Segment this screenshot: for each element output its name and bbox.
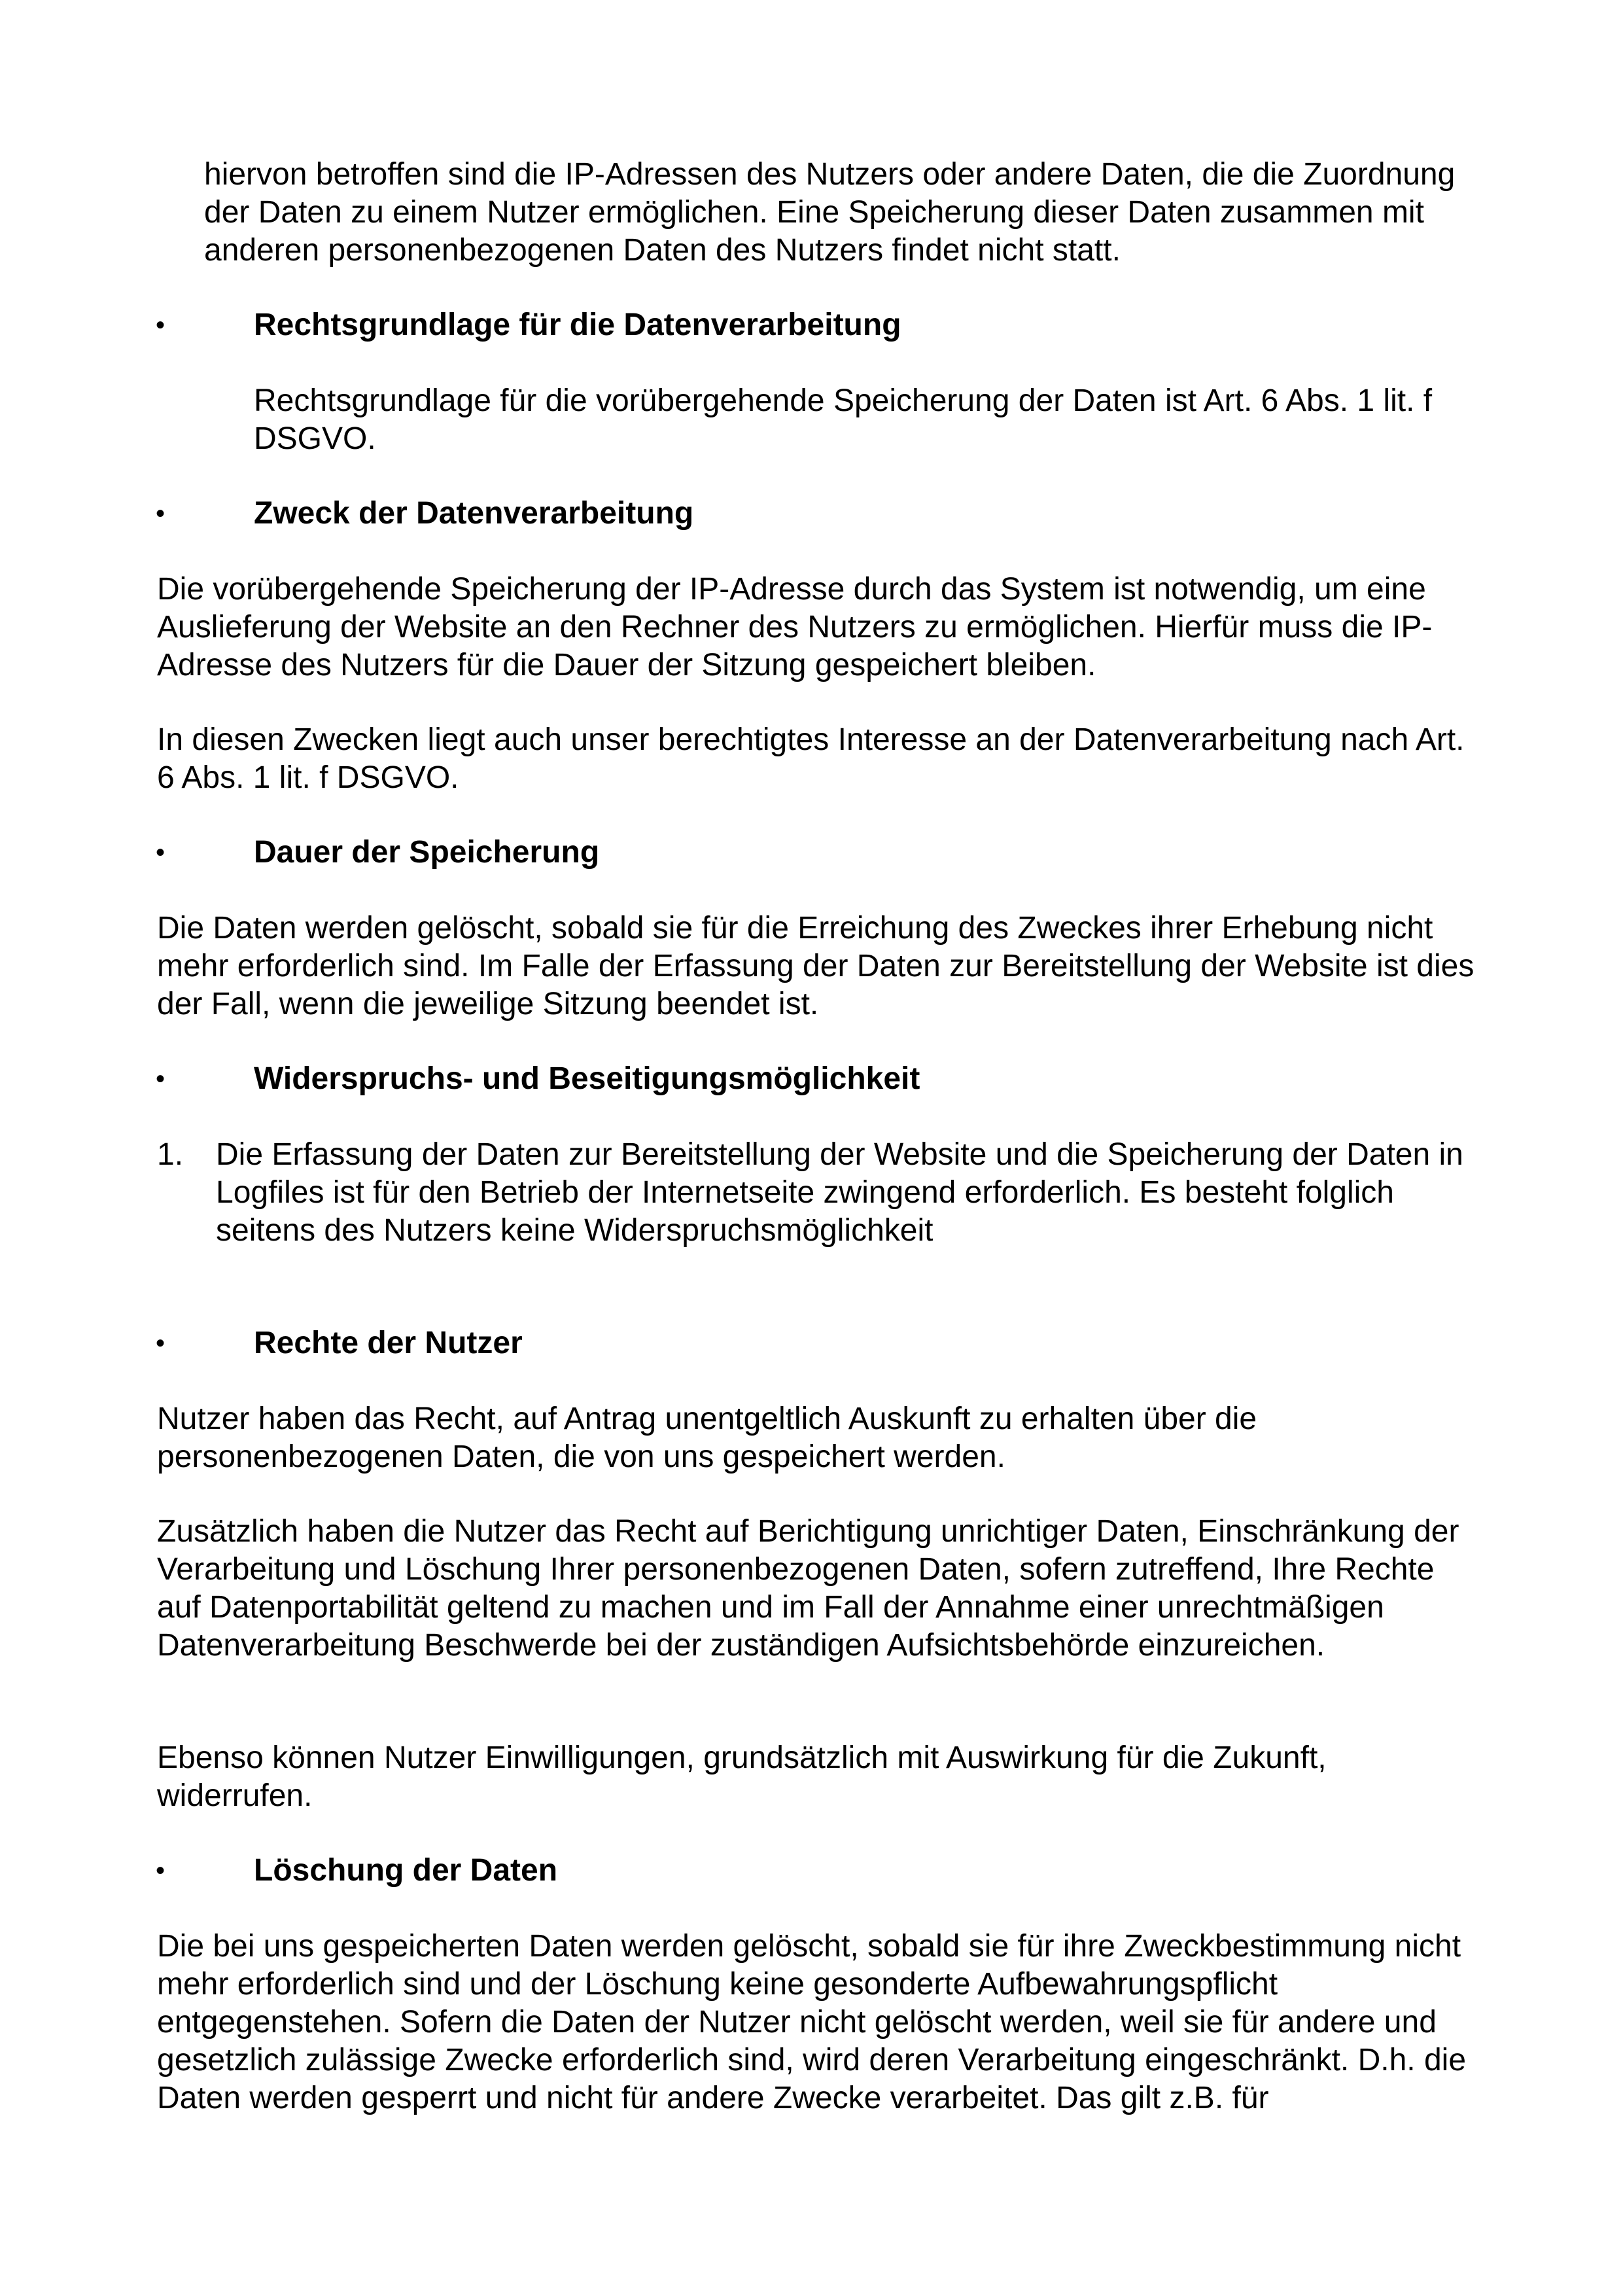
bullet-icon: • [156,838,166,867]
heading-text: Löschung der Daten [254,1853,558,1888]
rechte-paragraph-2: Zusätzlich haben die Nutzer das Recht auf Berichtigung unrichtiger Daten, Einschränkung der Verarbeitung und Löschung Ihrer personenbezogenen Daten, sofern zutreffend, Ihre Rechte auf Datenportabilität geltend zu machen und im Fall der Annahme einer unrechtmäßigen Datenverarbeitung Beschwerde bei der zuständigen Aufsichtsbehörde einzureichen. [157,1514,1459,1663]
rechte-paragraph-1: Nutzer haben das Recht, auf Antrag unentgeltlich Auskunft zu erhalten über die personenbezogenen Daten, die von uns gespeichert werden. [157,1402,1257,1474]
heading-text: Rechte der Nutzer [254,1326,523,1360]
heading-text: Zweck der Datenverarbeitung [254,496,694,531]
bullet-icon: • [156,1856,166,1885]
heading-text: Widerspruchs- und Beseitigungsmöglichkeit [254,1061,920,1096]
zweck-paragraph-2: In diesen Zwecken liegt auch unser berechtigtes Interesse an der Datenverarbeitung nach Art. 6 Abs. 1 lit. f DSGVO. [157,722,1465,795]
bullet-icon: • [156,499,166,528]
list-item-text: Die Erfassung der Daten zur Bereitstellung der Website und die Speicherung der Daten in Logfiles ist für den Betrieb der Internetseite zwingend erforderlich. Es besteht folglich seitens des Nutzers keine Widerspruchsmöglichkeit [216,1137,1463,1248]
loeschung-paragraph: Die bei uns gespeicherten Daten werden gelöscht, sobald sie für ihre Zweckbestimmung nicht mehr erforderlich sind und der Löschung keine gesonderte Aufbewahrungspflicht entgegenstehen. Sofern die Daten der Nutzer nicht gelöscht werden, weil sie für andere und gesetzlich zulässige Zwecke erforderlich sind, wird deren Verarbeitung eingeschränkt. D.h. die Daten werden gesperrt und nicht für andere Zwecke verarbeitet. Das gilt z.B. für [157,1929,1467,2115]
bullet-icon: • [156,1329,166,1358]
dauer-paragraph: Die Daten werden gelöscht, sobald sie für die Erreichung des Zweckes ihrer Erhebung nicht mehr erforderlich sind. Im Falle der Erfassung der Daten zur Bereitstellung der Website ist dies der Fall, wenn die jeweilige Sitzung beendet ist. [157,911,1475,1021]
bullet-icon: • [156,311,166,340]
list-number: 1. [157,1137,184,1172]
bullet-icon: • [156,1065,166,1093]
heading-text: Dauer der Speicherung [254,835,600,870]
zweck-paragraph-1: Die vorübergehende Speicherung der IP-Adresse durch das System ist notwendig, um eine Auslieferung der Website an den Rechner des Nutzers zu ermöglichen. Hierfür muss die IP-Adresse des Nutzers für die Dauer der Sitzung gespeichert bleiben. [157,572,1433,682]
rechtsgrundlage-paragraph: Rechtsgrundlage für die vorübergehende Speicherung der Daten ist Art. 6 Abs. 1 lit. f DSGVO. [254,383,1433,456]
intro-paragraph: hiervon betroffen sind die IP-Adressen des Nutzers oder andere Daten, die die Zuordnung der Daten zu einem Nutzer ermöglichen. Eine Speicherung dieser Daten zusammen mit anderen personenbezogenen Daten des Nutzers findet nicht statt. [204,157,1456,268]
numbered-list-item [157,1136,1485,1250]
heading-text: Rechtsgrundlage für die Datenverarbeitung [254,308,901,342]
rechte-paragraph-3: Ebenso können Nutzer Einwilligungen, grundsätzlich mit Auswirkung für die Zukunft, widerrufen. [157,1740,1327,1813]
